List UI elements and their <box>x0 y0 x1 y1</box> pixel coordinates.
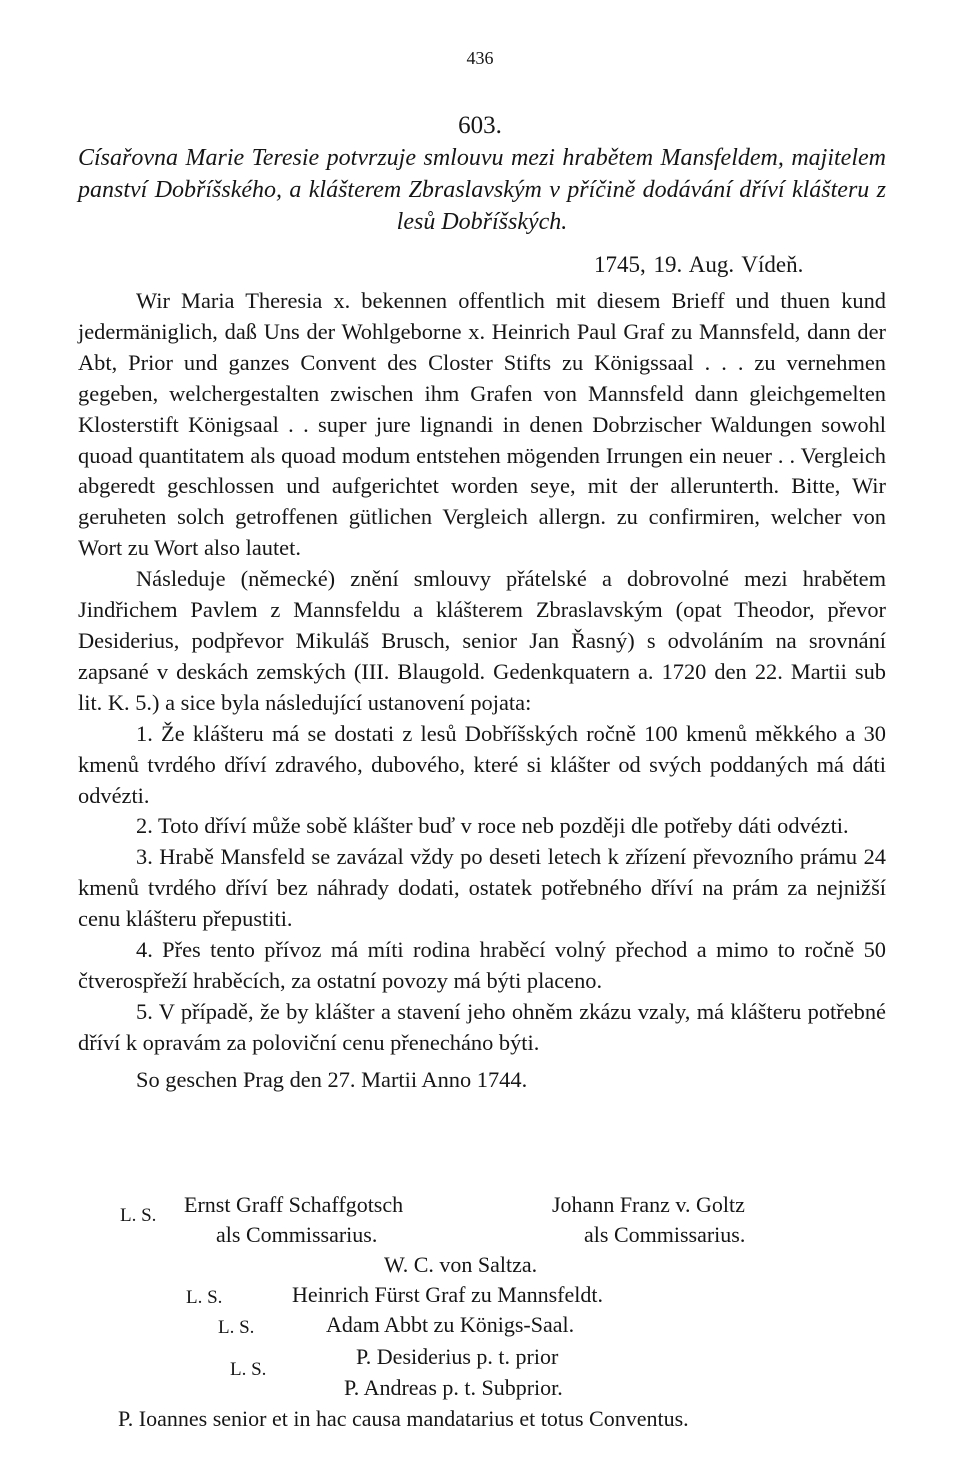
signature-heinrich: Heinrich Fürst Graf zu Mannsfeldt. <box>292 1282 603 1307</box>
signature-ernst-role: als Commissarius. <box>216 1222 378 1247</box>
paragraph-clause-4: 4. Přes tento přívoz má míti rodina hraběcí volný přechod a mimo to ročně 50 čtverospřeží hraběcích, za ostatní povozy má býti placeno. <box>78 937 886 993</box>
signature-ernst-name: Ernst Graff Schaffgotsch <box>184 1192 404 1217</box>
seal-mark: L. S. <box>186 1287 223 1308</box>
seal-mark: L. S. <box>120 1205 157 1226</box>
seal-mark: L. S. <box>230 1359 267 1380</box>
document-number: 603. <box>458 112 502 139</box>
paragraph-clause-3: 3. Hrabě Mansfeld se zavázal vždy po deseti letech k zřízení převozního prámu 24 kmenů tvrdého dříví bez náhrady dodati, ostatek potřebného dříví na prám za nejnižší cenu klášteru přepustiti. <box>78 844 886 932</box>
signature-andreas: P. Andreas p. t. Subprior. <box>344 1375 563 1400</box>
paragraph-summary: Následuje (německé) znění smlouvy přátelské a dobrovolné mezi hrabětem Jindřichem Pavlem z Mannsfeldu a klášterem Zbraslavským (opat Theodor, převor Desiderius, podpřevor Mikuláš Brusch, senior Jan Řasný) s odvoláním na srovnání zapsané v deskách zemských (III. Blaugold. Gedenkquatern a. 1720 den 22. Martii sub lit. K. 5.) a sice byla následující ustanovení pojata: <box>78 566 886 715</box>
paragraph-clause-2: 2. Toto dříví může sobě klášter buď v roce neb později dle potřeby dáti odvézti. <box>136 813 849 839</box>
signature-saltza: W. C. von Saltza. <box>384 1252 538 1277</box>
paragraph-closing: So geschen Prag den 27. Martii Anno 1744. <box>136 1066 528 1092</box>
signature-johann-role: als Commissarius. <box>584 1222 746 1247</box>
paragraph-charter: Wir Maria Theresia x. bekennen offentlich mit diesem Brieff und thuen kund jedermäniglich, daß Uns der Wohlgeborne x. Heinrich Paul Graf zu Mannsfeld, dann der Abt, Prior und ganzes Convent des Closter Stifts zu Königssaal . . . zu vernehmen gegeben, welchergestalten zwischen ihm Grafen von Mannsfeld dann gleichgemelten Klosterstift Königsaal . . super jure lignandi in denen Dobrzischer Waldungen sowohl quoad quantitatem als quoad modum entstehen mögenden Irrungen ein neuer . . Vergleich abgeredt geschlossen und aufgerichtet worden seye, mit der allerunterth. Bitte, Wir geruheten solch getroffenen gütlichen Vergleich allergn. zu confirmiren, welcher von Wort zu Wort also lautet. <box>78 288 886 561</box>
paragraph-clause-5: 5. V případě, že by klášter a stavení jeho ohněm zkázu vzaly, má klášteru potřebné dříví k opravám za poloviční cenu přenecháno býti. <box>78 998 886 1055</box>
dateline: 1745, 19. Aug. Vídeň. <box>594 252 804 277</box>
page-number: 436 <box>466 48 494 68</box>
paragraph-clause-1: 1. Že klášteru má se dostati z lesů Dobříšských ročně 100 kmenů měkkého a 30 kmenů tvrdého dříví zdravého, dubového, které si klášter od svých poddaných má dáti odvézti. <box>78 720 886 808</box>
signature-adam: Adam Abbt zu Königs-Saal. <box>326 1312 575 1337</box>
seal-mark: L. S. <box>218 1317 255 1338</box>
signature-desiderius: P. Desiderius p. t. prior <box>356 1344 559 1369</box>
signature-ioannes: P. Ioannes senior et in hac causa mandatarius et totus Conventus. <box>118 1406 689 1431</box>
signature-johann-name: Johann Franz v. Goltz <box>552 1192 745 1217</box>
document-body <box>78 286 886 1096</box>
document-title: Císařovna Marie Teresie potvrzuje smlouvu mezi hrabětem Mansfeldem, majitelem panství Dobříšského, a klášterem Zbraslavským v příčině dodávání dříví klášteru z lesů Dobříšských. <box>78 145 886 235</box>
